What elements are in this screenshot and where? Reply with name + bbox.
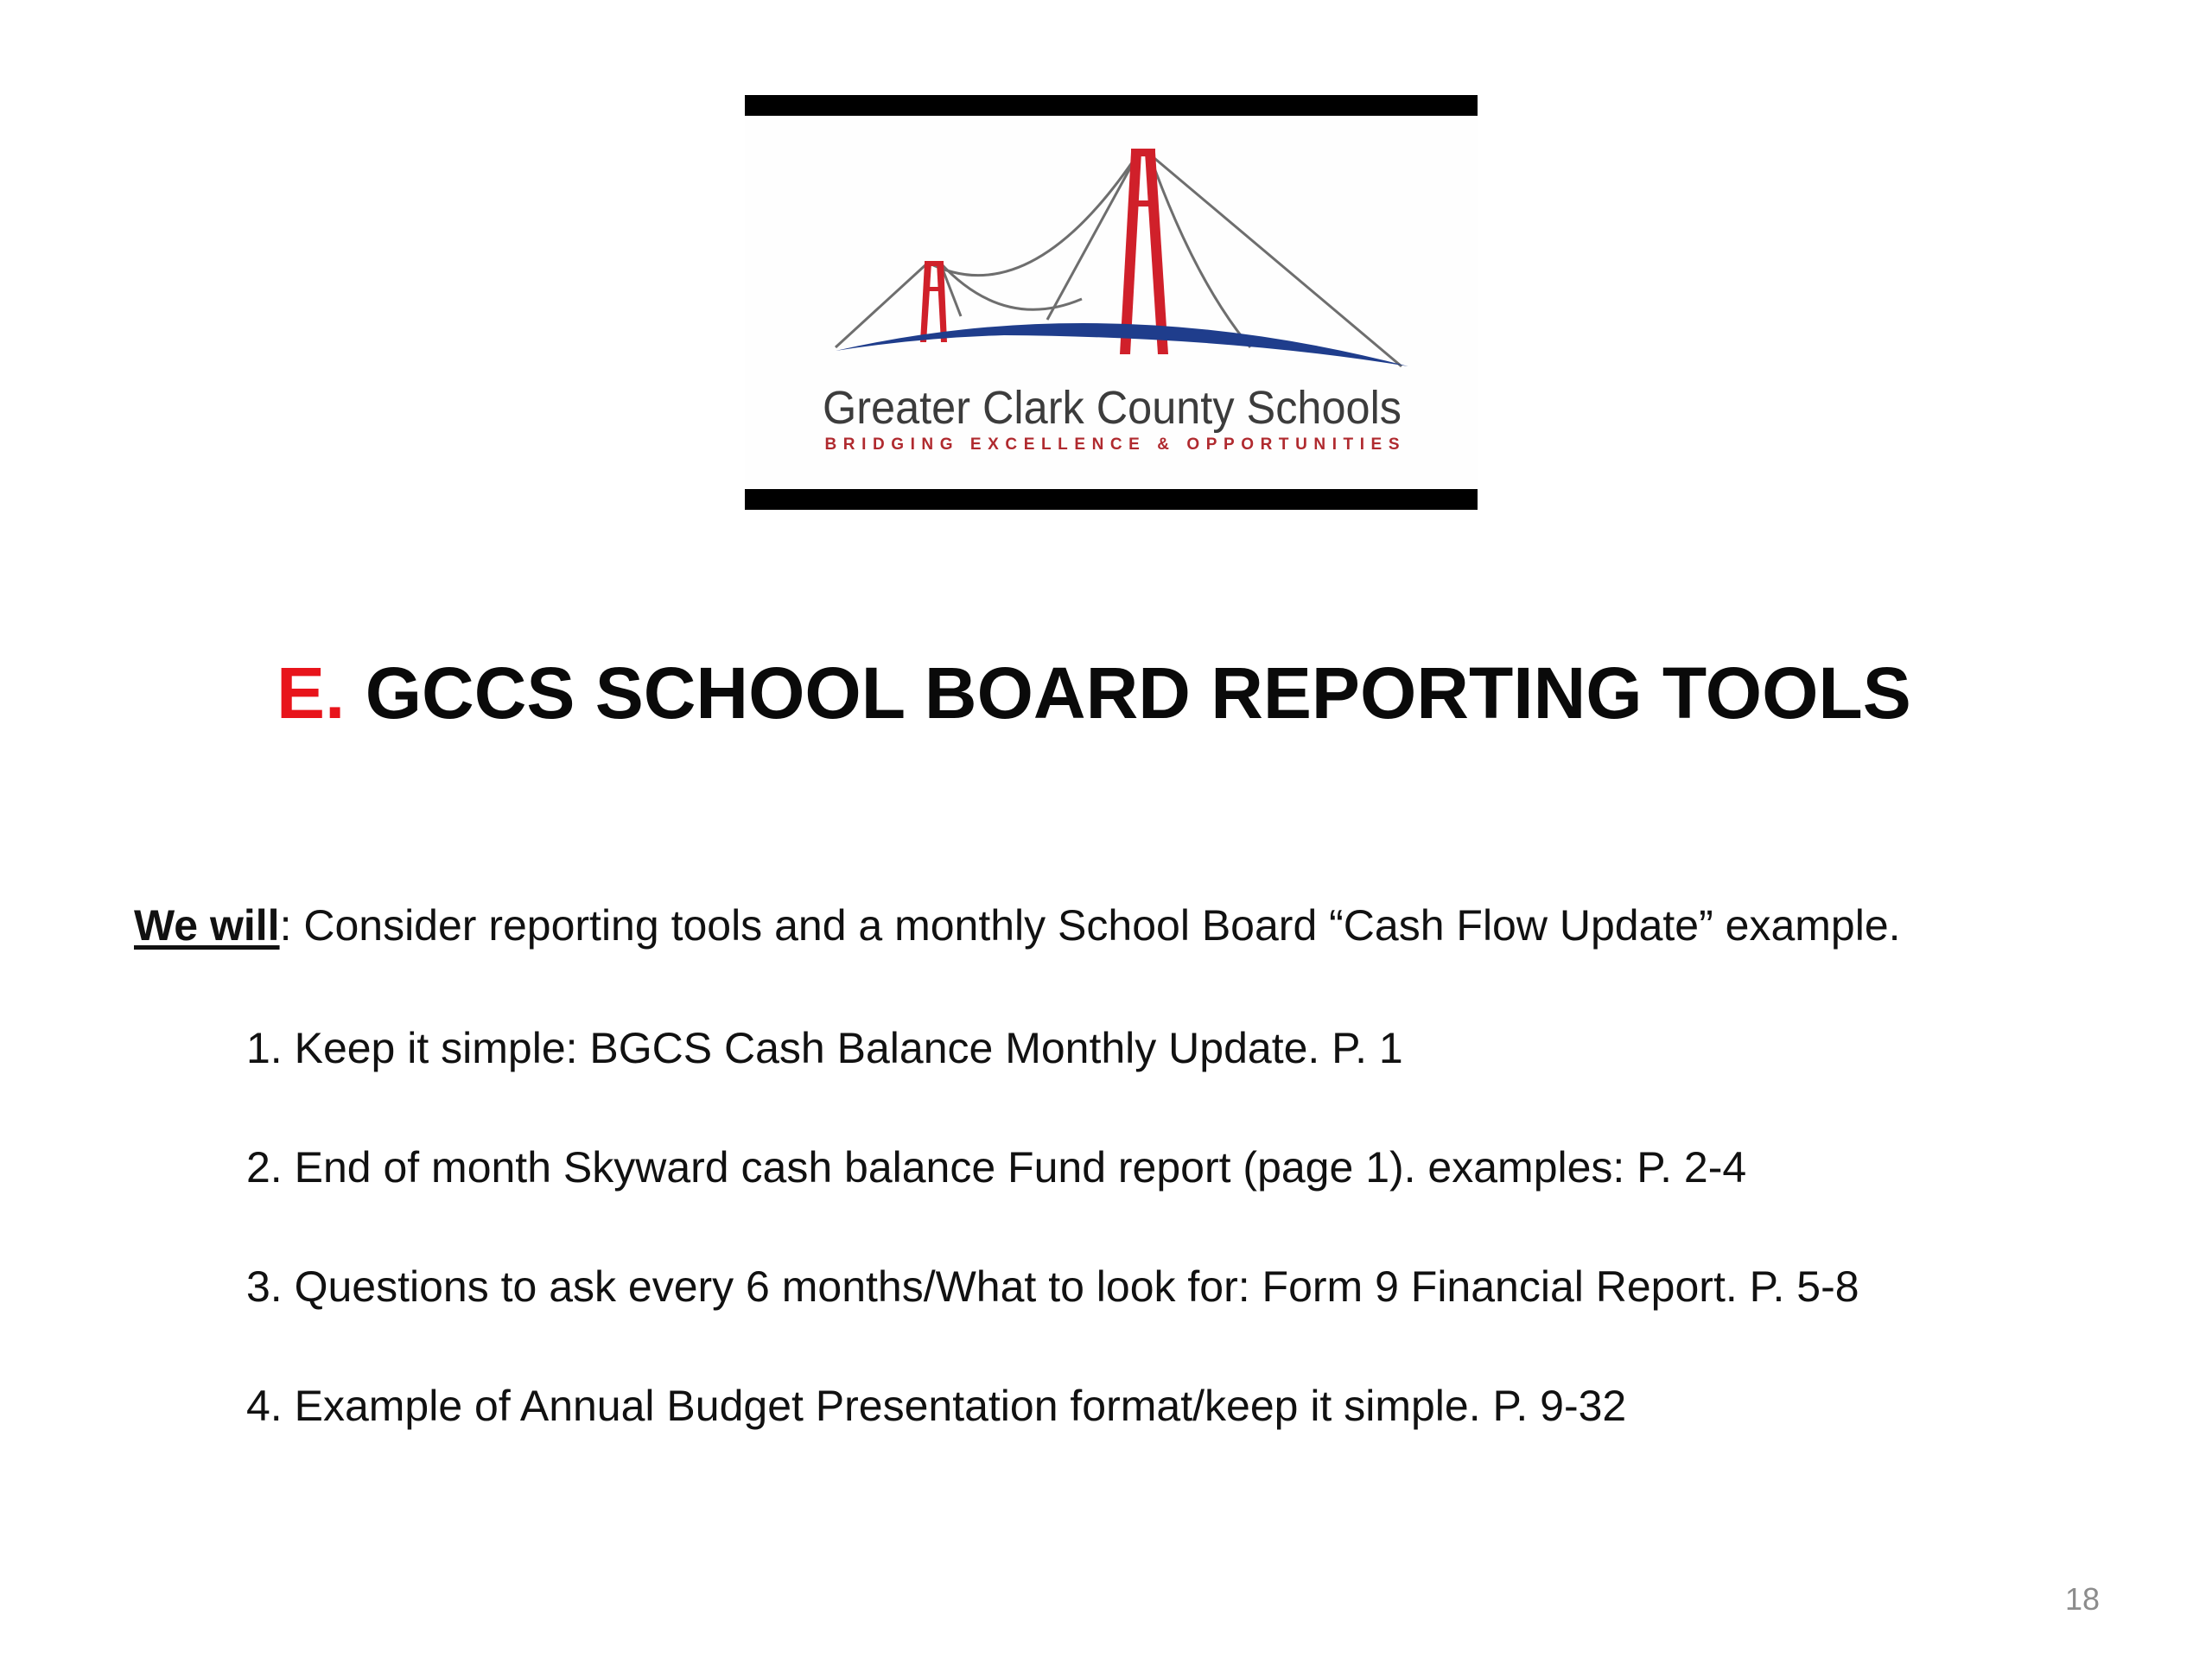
section-letter: E. (276, 652, 346, 734)
logo-top-bar (745, 95, 1478, 116)
tool-list (246, 1020, 1859, 1497)
bridge-logo-icon (745, 116, 1478, 489)
list-item: 4. Example of Annual Budget Presentation format/keep it simple. P. 9-32 (246, 1382, 1627, 1430)
logo-tagline: BRIDGING EXCELLENCE & OPPORTUNITIES (824, 435, 1400, 454)
intro-paragraph (134, 900, 1901, 950)
list-item: 2. End of month Skyward cash balance Fund report (page 1). examples: P. 2-4 (246, 1143, 1747, 1192)
intro-lead: We will (134, 901, 280, 950)
page-number: 18 (2065, 1581, 2101, 1617)
logo-bottom-bar (745, 489, 1478, 510)
district-logo (745, 95, 1478, 510)
slide-title-text: GCCS SCHOOL BOARD REPORTING TOOLS (365, 652, 1911, 734)
intro-text: : Consider reporting tools and a monthly School Board “Cash Flow Update” example. (279, 901, 1901, 950)
logo-wordmark: Greater Clark County Schools (823, 382, 1402, 434)
list-item: 3. Questions to ask every 6 months/What to look for: Form 9 Financial Report. P. 5-8 (246, 1262, 1859, 1311)
slide-title (276, 652, 1911, 735)
list-item: 1. Keep it simple: BGCS Cash Balance Monthly Update. P. 1 (246, 1024, 1403, 1072)
